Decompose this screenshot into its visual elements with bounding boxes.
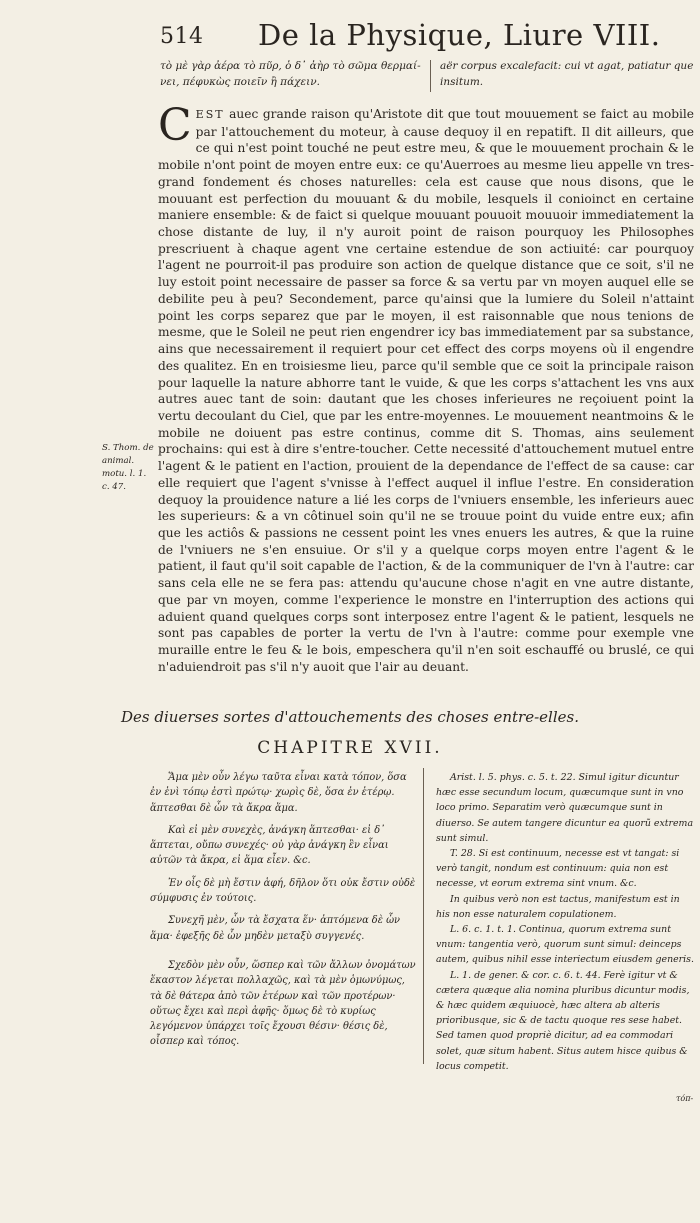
greek-paragraph: Ἐν οἷς δὲ μὴ ἔστιν ἁφή, δῆλον ὅτι οὐκ ἔστιν οὐδὲ σύμφυσις ἐν τούτοις.	[150, 877, 416, 905]
greek-paragraph: Συνεχῆ μὲν, ὧν τὰ ἔσχατα ἕν· ἁπτόμενα δὲ ὧν ἅμα· ἐφεξῆς δὲ ὧν μηδὲν μεταξὺ συγγενές.	[150, 915, 401, 942]
main-paragraph	[158, 100, 694, 675]
main-paragraph-text: auec grande raison qu'Aristote dit que tout mouuement se faict au mobile par l'attouchement du moteur, à cause dequoy il en repatift. Il dit ailleurs, que ce qui n'est point touché ne peut estre meu, & que le mouuement prochain & le mobile n'ont point de moyen entre eux: ce qu'Auerroes au mesme lieu appelle vn tres-grand fondement és choses naturelles: cela est cause que nous disons, que le mouuant est perfection du mouuant & du mobile, lesquels il conioinct en certaine maniere ensemble: & de faict si quelque mouuant pouuoit mouuoir immediatement la chose distante de luy, il n'y auroit point de raison pourquoy les Philosophes prescriuent à chaque agent vne certaine estendue de son actiuité: car pourquoy l'agent ne pourroit-il pas produire son action de quelque distance que ce soit, s'il ne luy estoit point necessaire de passer sa force & sa vertu par vn moyen auquel elle se debilite peu à peu? Secondement, parce qu'ainsi que la lumiere du Soleil n'attaint point les corps separez que par le moyen, il est raisonnable que nous tenions de mesme, que le Soleil ne peut rien engendrer icy bas immediatement par sa substance, ains que necessairement il requiert pour cet effect des corps moyens où il engendre des qualitez. En en troisiesme lieu, parce qu'il semble que ce soit la principale raison pour laquelle la nature abhorre tant le vuide, & que les corps s'attachent les vns aux autres auec tant de soin: dautant que les choses inferieures ne reçoiuent point la vertu decoulant du Ciel, que par les entre-moyennes. Le mouuement neantmoins & le mobile ne doiuent pas estre continus, comme dit S. Thomas, ains seulement prochains: qui est à dire s'entre-toucher. Cette necessité d'attouchement mutuel entre l'agent & le patient en l'action, prouient de la dependance de l'effect de sa cause: car elle requiert que l'agent s'vnisse à l'effect auquel il influe l'estre. En consideration dequoy la prouidence nature a lié les corps de l'vniuers ensemble, les inferieurs auec les superieurs: & a vn côtinuel soin qu'il ne se trouue point du vuide entre eux; afin que les actiôs & passions ne cessent point les vnes enuers les autres, & que la ruine de l'vniuers ne s'en ensuiue. Or s'il y a quelque corps moyen entre l'agent & le patient, il faut qu'il soit capable de l'action, & de la communiquer de l'vn à l'autre: car sans cela elle ne se fera pas: attendu qu'aucune chose n'agit en vne autre distante, que par vn moyen, comme l'experience le monstre en l'interruption des actions qui aduient quand quelques corps sont interposez entre l'agent & le patient, lesquels ne sont pas capables de porter la vertu de l'vn à l'autre: comme pour exemple vne muraille entre le feu & le bois, empeschera qu'il n'en soit eschauffé ou bruslé, ce qui n'aduiendroit pas s'il n'y auoit que l'air au deuant.	[158, 107, 694, 674]
first-word: EST	[195, 108, 225, 121]
running-title: De la Physique, Liure VIII.	[258, 18, 661, 52]
section-heading: Des diuerses sortes d'attouchements des choses entre-elles.	[121, 708, 579, 726]
top-quote-greek: τὸ μὲ γὰρ ἀέρα τὸ πῦρ, ὁ δ᾽ ἀὴρ τὸ σῶμα θερμαί-νει, πέφυκὼς ποιεῖν ἢ πάχειν.	[160, 60, 421, 88]
chapter-title: CHAPITRE XVII.	[257, 738, 443, 758]
margin-note: S. Thom. de animal. motu. l. 1. c. 47.	[102, 443, 154, 492]
latin-paragraph: T. 28. Si est continuum, necesse est vt tangat: si verò tangit, nondum est continuum: quia non est necesse, vt eorum extrema sint vnum. &c.	[436, 848, 680, 890]
greek-paragraph: Ἅμα μὲν οὖν λέγω ταῦτα εἶναι κατὰ τόπον, ὅσα ἐν ἑνὶ τόπῳ ἐστὶ πρώτῳ· χωρὶς δὲ, ὅσα ἐν ἑτέρῳ. ἅπτεσθαι δὲ ὧν τὰ ἄκρα ἅμα.	[150, 772, 407, 814]
latin-paragraph: Arist. l. 5. phys. c. 5. t. 22. Simul igitur dicuntur hæc esse secundum locum, quæcumque sunt in vno loco primo. Separatim verò quæcumque sunt in diuerso. Se autem tangere dicuntur ea quorũ extrema sunt simul.	[436, 772, 694, 844]
latin-paragraph: L. 6. c. 1. t. 1. Continua, quorum extrema sunt vnum: tangentia verò, quorum sunt simul: deinceps autem, quibus nihil esse interiectum eiusdem generis.	[436, 924, 694, 966]
greek-paragraph: Σχεδὸν μὲν οὖν, ὥσπερ καὶ τῶν ἄλλων ὀνομάτων ἕκαστον λέγεται πολλαχῶς, καὶ τὰ μὲν ὁμωνύμως, τὰ δὲ θάτερα ἀπὸ τῶν ἑτέρων καὶ τῶν προτέρων· οὕτως ἔχει καὶ περὶ ἁφῆς· ὅμως δὲ τὸ κυρίως λεγόμενον ὑπάρχει τοῖς ἔχουσι θέσιν· θέσις δὲ, οἷσπερ καὶ τόπος.	[150, 959, 416, 1048]
latin-paragraph: In quibus verò non est tactus, manifestum est in his non esse naturalem copulationem.	[436, 893, 680, 920]
greek-paragraph: Καὶ εἰ μὲν συνεχὲς, ἀνάγκη ἅπτεσθαι· εἰ δ᾽ ἅπτεται, οὔπω συνεχές· οὐ γὰρ ἀνάγκη ἓν εἶναι αὐτῶν τὰ ἄκρα, εἰ ἅμα εἶεν. &c.	[150, 824, 389, 867]
top-quote-latin: aër corpus excalefacit: cui vt agat, patiatur que insitum.	[440, 60, 694, 88]
catchword: τόπ-	[676, 1094, 694, 1103]
drop-cap: C	[158, 100, 192, 151]
latin-paragraph: L. 1. de gener. & cor. c. 6. t. 44. Ferè igitur vt & cætera quæque alia nomina pluribus dicuntur modis, & hæc quidem æquiuocè, hæc altera ab alteris prioribusque, sic & de tactu quoque res sese habet. Sed tamen quod propriè dicitur, ad ea commodari solet, quæ situm habent. Situs autem hisce quibus & locus competit.	[436, 969, 690, 1072]
greek-quotations-column	[150, 770, 418, 1057]
top-column-divider	[430, 60, 431, 92]
column-divider	[423, 768, 424, 1064]
page-header	[0, 18, 700, 54]
latin-translation-column	[436, 770, 694, 1074]
page-number: 514	[160, 24, 204, 49]
